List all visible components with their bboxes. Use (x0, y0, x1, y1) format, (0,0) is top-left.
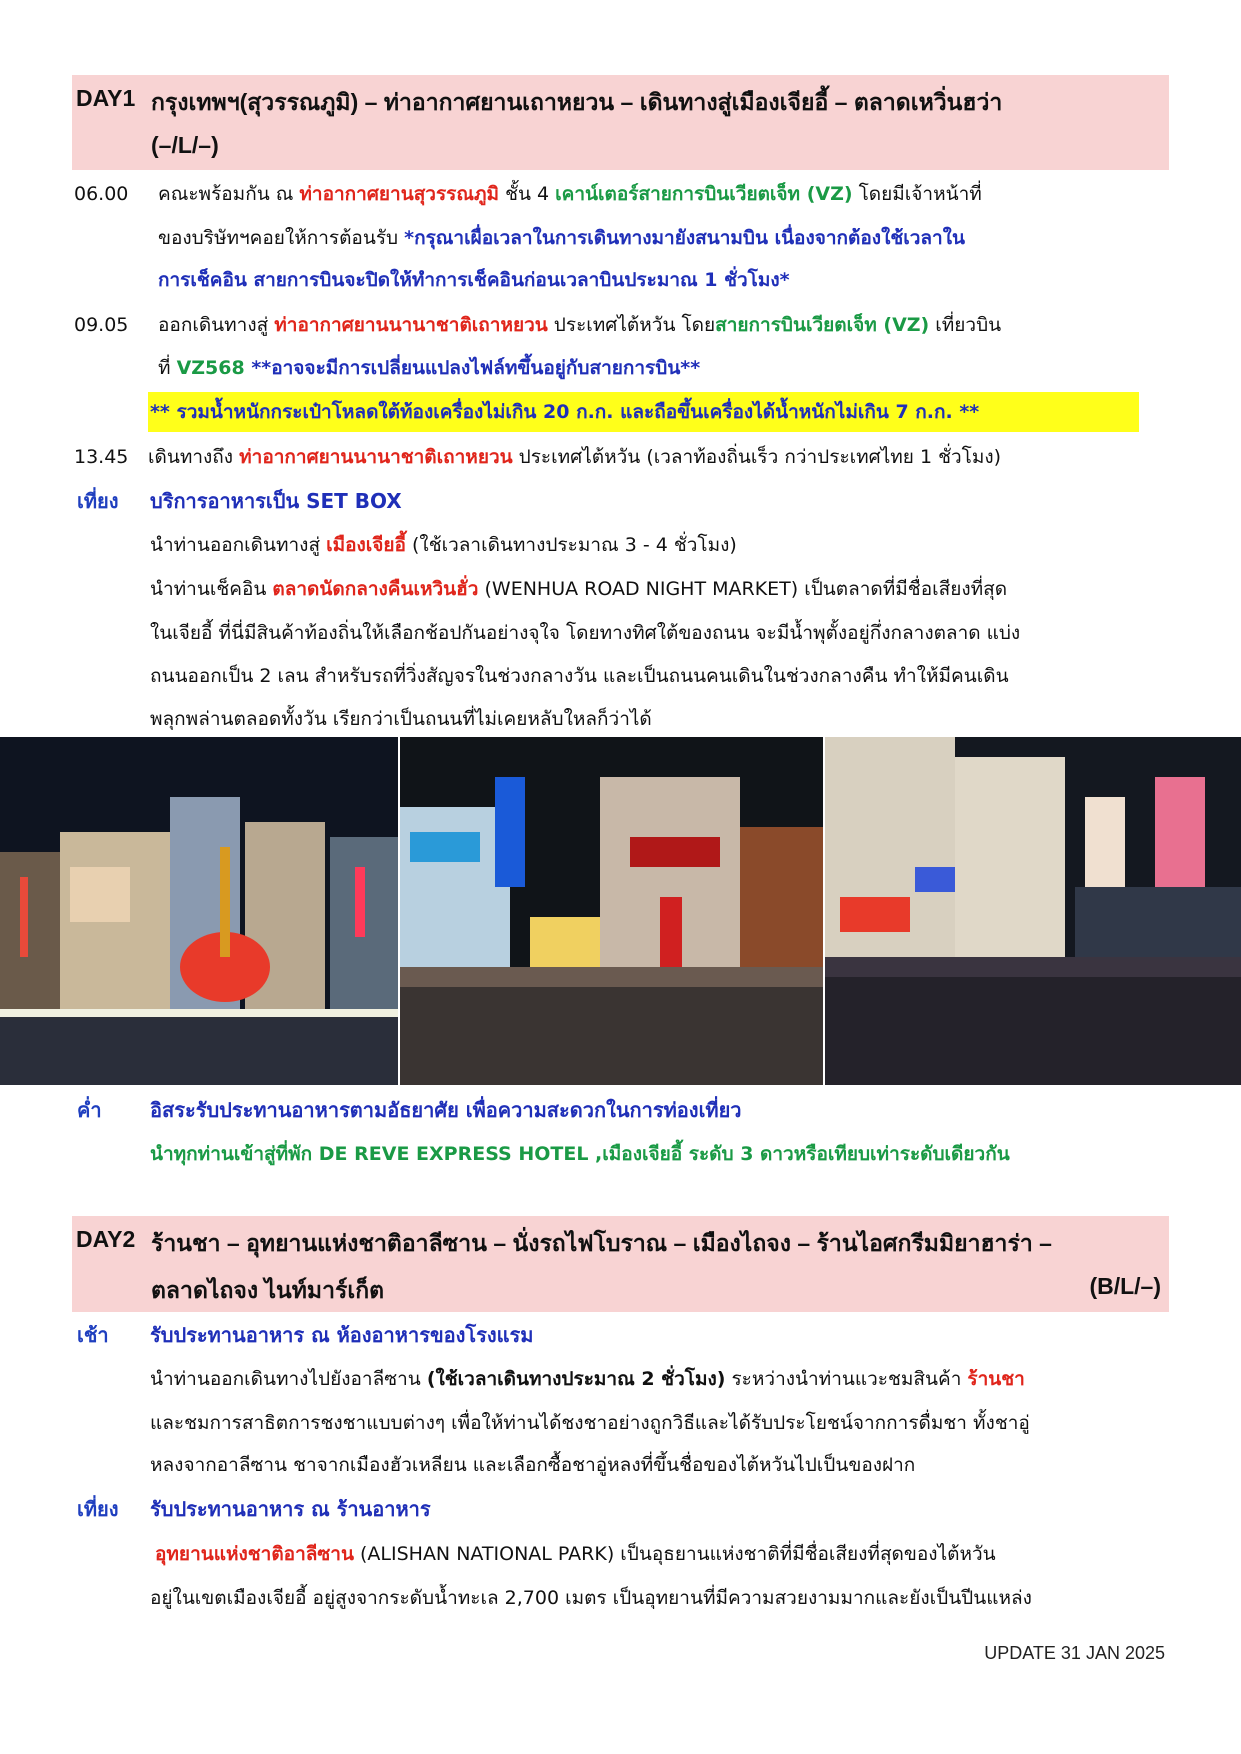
day2-lunch-label: เที่ยง (77, 1497, 119, 1521)
breakfast-p1: นำท่านออกเดินทางไปยังอาลีซาน (ใช้เวลาเดินทางประมาณ 2 ชั่วโมง) ระหว่างนำท่านแวะชมสินค้า ร้านชา (150, 1368, 1025, 1390)
day2-title: ร้านชา – อุทยานแห่งชาติอาลีซาน – นั่งรถไฟโบราณ – เมืองไถจง – ร้านไอศกรีมมิยาฮาร่า – (151, 1230, 1052, 1256)
time-1345: 13.45 (74, 446, 129, 468)
day2-header (72, 1216, 1169, 1312)
day1-meals: (–/L/–) (151, 132, 219, 158)
item-0600-line1: คณะพร้อมกัน ณ ท่าอากาศยานสุวรรณภูมิ ชั้น 4 เคาน์เตอร์สายการบินเวียตเจ็ท (VZ) โดยมีเจ้าหน้าที่ (158, 183, 982, 205)
lunch-label: เที่ยง (77, 489, 119, 513)
item-1345: เดินทางถึง ท่าอากาศยานนานาชาติเถาหยวน ประเทศไต้หวัน (เวลาท้องถิ่นเร็ว กว่าประเทศไทย 1 ชั่วโมง) (148, 446, 1002, 468)
dinner-label: ค่ำ (77, 1098, 102, 1122)
day1-label: DAY1 (76, 85, 136, 111)
day2-title-line2: ตลาดไถจง ไนท์มาร์เก็ต (151, 1277, 385, 1303)
day2-label: DAY2 (76, 1226, 136, 1252)
item-0600-line2: ของบริษัทฯคอยให้การต้อนรับ *กรุณาเผื่อเวลาในการเดินทางมายังสนามบิน เนื่องจากต้องใช้เวลาใน (158, 227, 965, 249)
item-0600-line3: การเช็คอิน สายการบินจะปิดให้ทำการเช็คอินก่อนเวลาบินประมาณ 1 ชั่วโมง* (158, 269, 790, 291)
lunch-p1: นำท่านออกเดินทางสู่ เมืองเจียอี้ (ใช้เวลาเดินทางประมาณ 3 - 4 ชั่วโมง) (150, 534, 737, 556)
item-0905-line2: ที่ VZ568 **อาจจะมีการเปลี่ยนแปลงไฟล์ทขึ้นอยู่กับสายการบิน** (158, 357, 701, 379)
baggage-highlight: ** รวมน้ำหนักกระเป๋าโหลดใต้ท้องเครื่องไม่เกิน 20 ก.ก. และถือขึ้นเครื่องได้น้ำหนักไม่เกิน 7 ก.ก. ** (148, 392, 1139, 432)
lunch-p5: พลุกพล่านตลอดทั้งวัน เรียกว่าเป็นถนนที่ไม่เคยหลับใหลก็ว่าได้ (150, 708, 652, 730)
night-market-photo-fountain (0, 737, 398, 1085)
alishan-p1: อุทยานแห่งชาติอาลีซาน (ALISHAN NATIONAL PARK) เป็นอุธยานแห่งชาติที่มีชื่อเสียงที่สุดของไต้หวัน (155, 1543, 996, 1565)
night-market-photo-street (400, 737, 823, 1085)
breakfast-p2: และชมการสาธิตการชงชาแบบต่างๆ เพื่อให้ท่านได้ชงชาอย่างถูกวิธีและได้รับประโยชน์จากการดื่มชา ทั้งชาอู่ (150, 1412, 1030, 1434)
breakfast-label: เช้า (77, 1323, 109, 1347)
lunch-p4: ถนนออกเป็น 2 เลน สำหรับรถที่วิ่งสัญจรในช่วงกลางวัน และเป็นถนนคนเดินในช่วงกลางคืน ทำให้มีคนเดิน (150, 665, 1009, 687)
hotel-text: นำทุกท่านเข้าสู่ที่พัก DE REVE EXPRESS HOTEL ,เมืองเจียอี้ ระดับ 3 ดาวหรือเทียบเท่าระดับเดียวกัน (150, 1143, 1010, 1165)
dinner-text: อิสระรับประทานอาหารตามอัธยาศัย เพื่อความสะดวกในการท่องเที่ยว (150, 1098, 742, 1122)
time-0905: 09.05 (74, 314, 129, 336)
night-market-photo-crowd (825, 737, 1241, 1085)
day1-title: กรุงเทพฯ(สุวรรณภูมิ) – ท่าอากาศยานเถาหยวน – เดินทางสู่เมืองเจียอี้ – ตลาดเหวิ่นฮว่า (151, 89, 1003, 115)
day2-meals: (B/L/–) (1089, 1273, 1161, 1299)
day2-lunch-text: รับประทานอาหาร ณ ร้านอาหาร (150, 1497, 431, 1521)
time-0600: 06.00 (74, 183, 129, 205)
lunch-text: บริการอาหารเป็น SET BOX (150, 489, 402, 513)
lunch-p2: นำท่านเช็คอิน ตลาดนัดกลางคืนเหวินฮั่ว (WENHUA ROAD NIGHT MARKET) เป็นตลาดที่มีชื่อเสียงที่สุด (150, 578, 1008, 600)
lunch-p3: ในเจียอี้ ที่นี่มีสินค้าท้องถิ่นให้เลือกช้อปกันอย่างจุใจ โดยทางทิศใต้ของถนน จะมีน้ำพุตั้งอยู่กึ่งกลางตลาด แบ่ง (150, 622, 1021, 644)
item-0905-line1: ออกเดินทางสู่ ท่าอากาศยานนานาชาติเถาหยวน ประเทศไต้หวัน โดยสายการบินเวียตเจ็ท (VZ) เที่ยวบิน (158, 314, 1002, 336)
breakfast-text: รับประทานอาหาร ณ ห้องอาหารของโรงแรม (150, 1323, 534, 1347)
breakfast-p3: หลงจากอาลีซาน ชาจากเมืองฮัวเหลียน และเลือกซื้อชาอู่หลงที่ขึ้นชื่อของไต้หวันไปเป็นของฝาก (150, 1454, 916, 1476)
day1-header (72, 75, 1169, 170)
update-footer: UPDATE 31 JAN 2025 (984, 1643, 1165, 1663)
alishan-p2: อยู่ในเขตเมืองเจียอี้ อยู่สูงจากระดับน้ำทะเล 2,700 เมตร เป็นอุทยานที่มีความสวยงามมากและยังเป็นปีนแหล่ง (150, 1587, 1032, 1609)
